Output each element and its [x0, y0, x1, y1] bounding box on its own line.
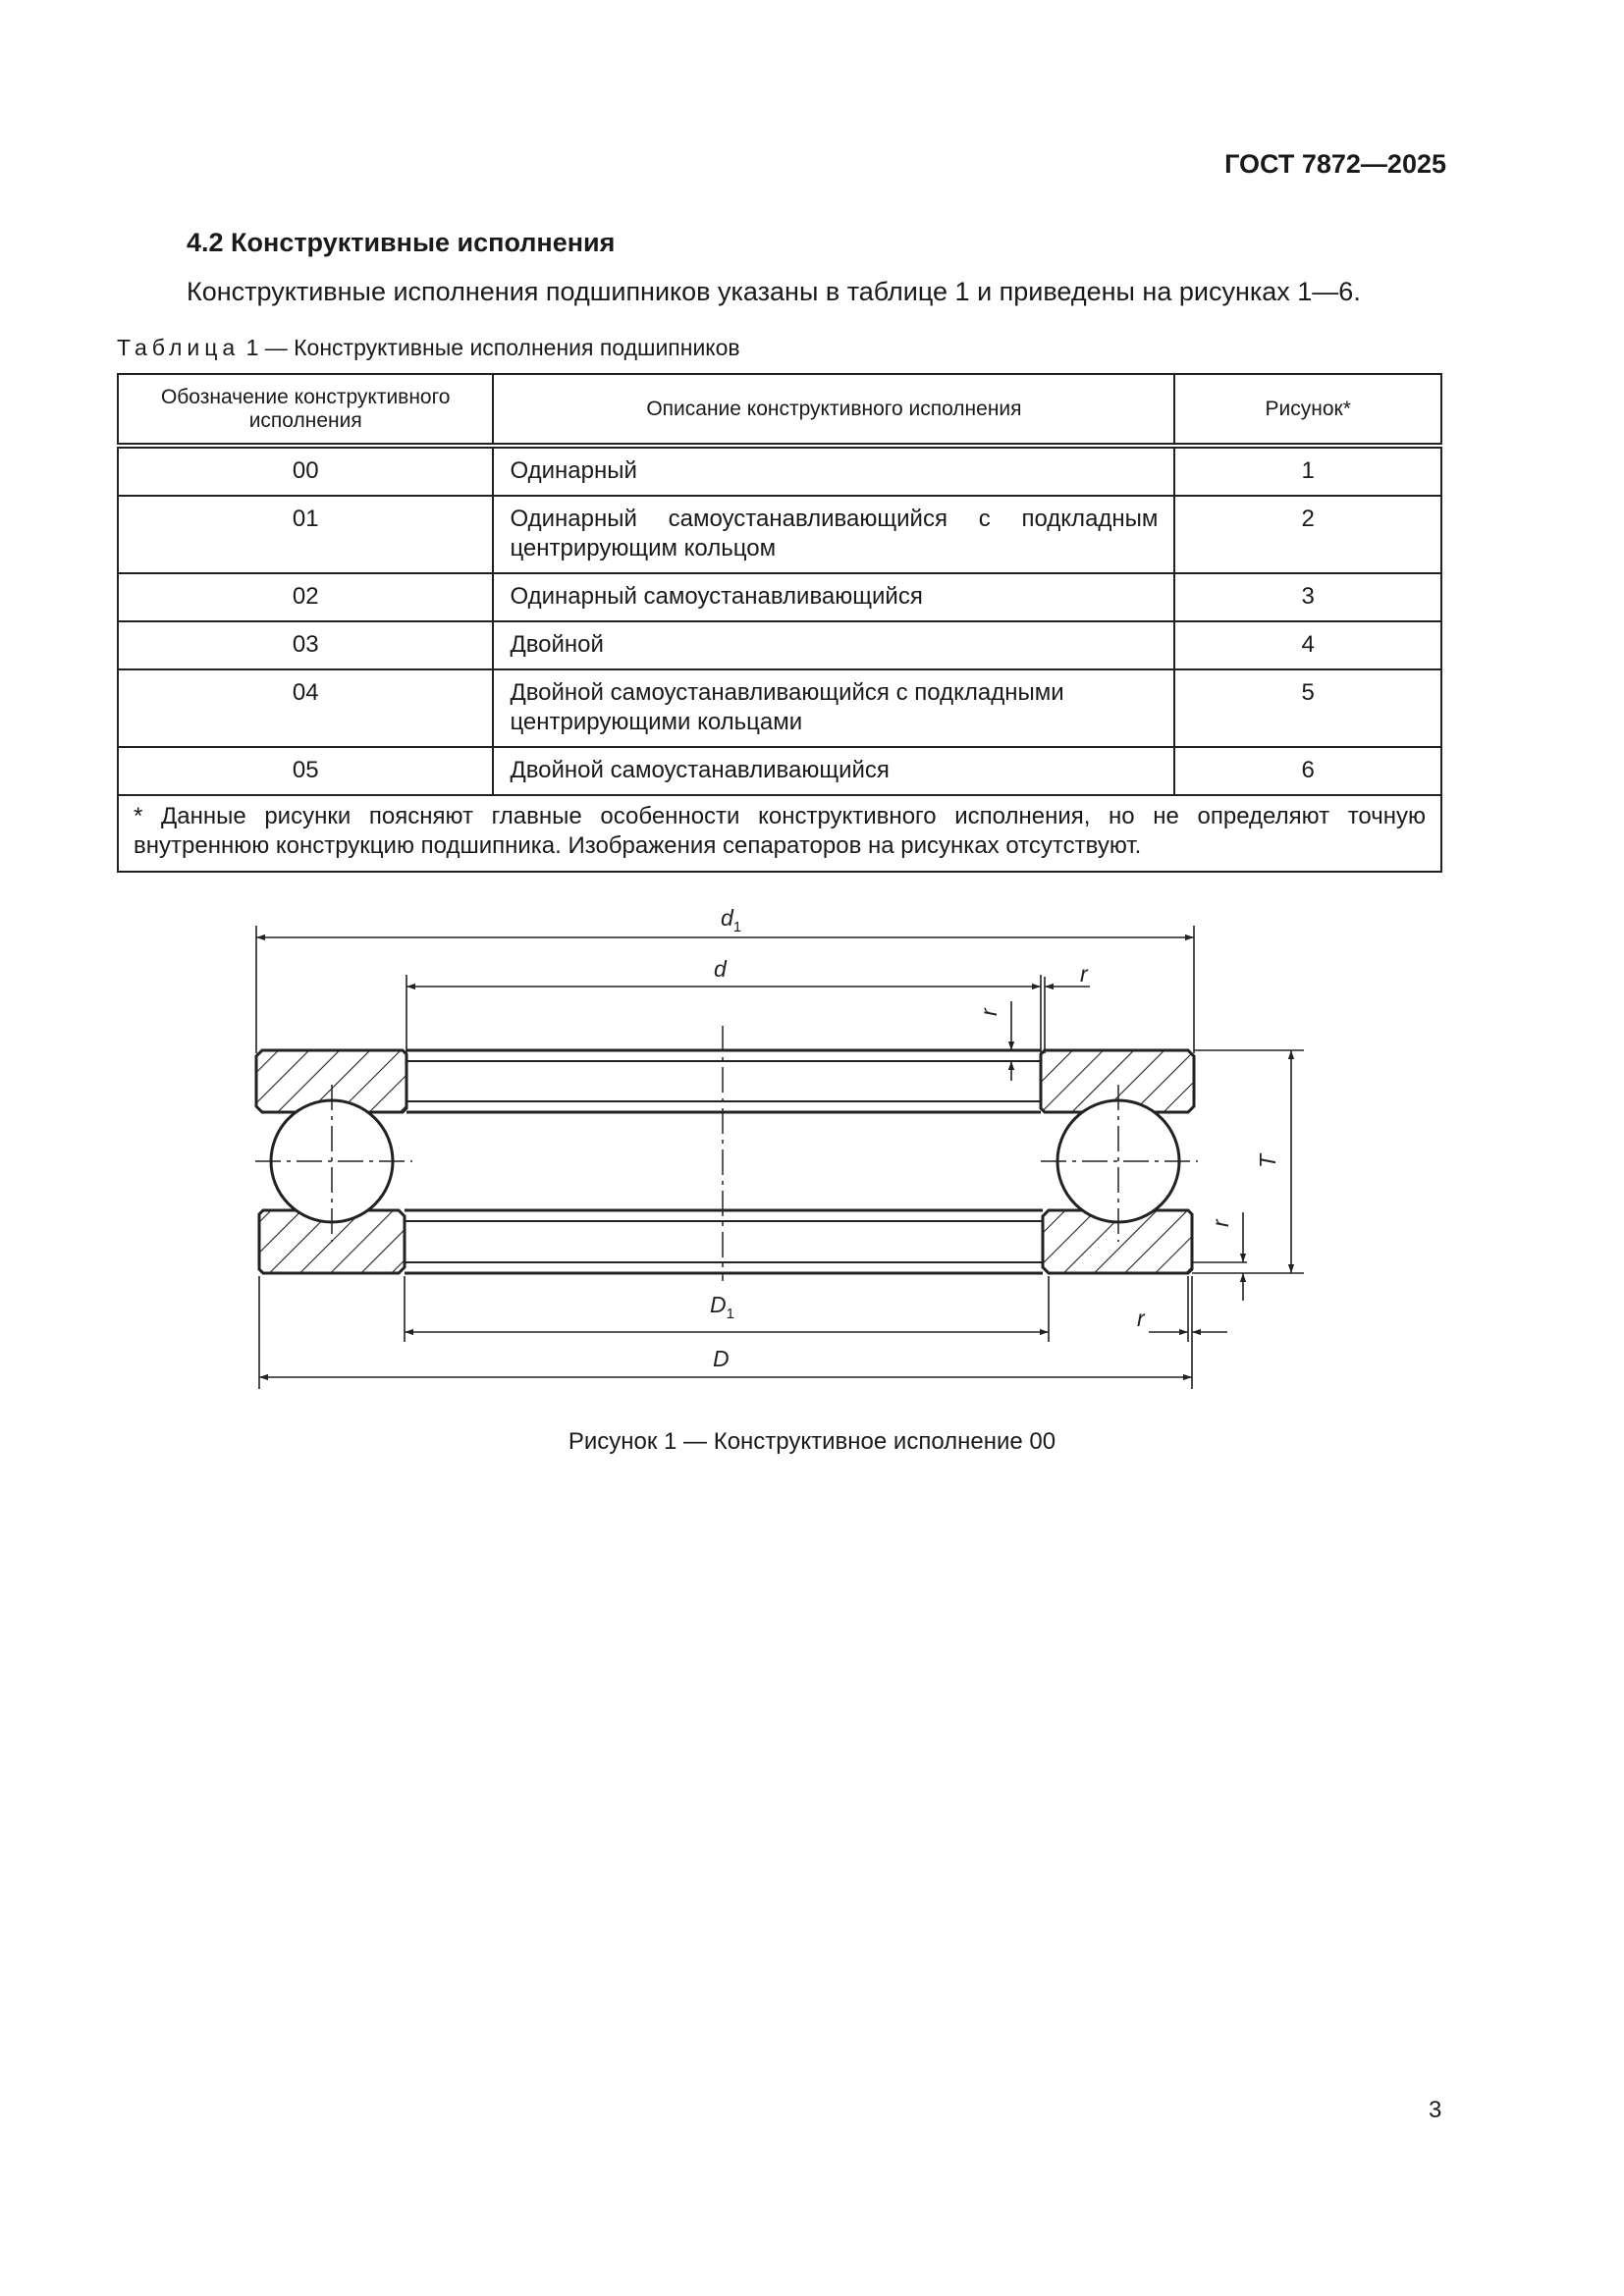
table-caption	[117, 335, 740, 361]
table-caption-label: Таблица	[117, 335, 241, 360]
table-row	[118, 446, 1441, 496]
table-header-row	[118, 374, 1441, 446]
cell-figure: 1	[1174, 446, 1441, 496]
dim-label-r-top: r	[1080, 961, 1088, 987]
cell-figure: 2	[1174, 496, 1441, 573]
page-number: 3	[1429, 2097, 1442, 2123]
cell-code: 05	[118, 747, 493, 795]
table-caption-text: 1 — Конструктивные исполнения подшипников	[245, 335, 740, 360]
table-row	[118, 621, 1441, 669]
dim-label-T: T	[1255, 1153, 1280, 1168]
cell-code: 00	[118, 446, 493, 496]
dim-label-d: d	[714, 956, 727, 982]
document-code: ГОСТ 7872—2025	[1224, 149, 1446, 179]
header-figure: Рисунок*	[1174, 374, 1441, 446]
table-row	[118, 669, 1441, 747]
table-row	[118, 496, 1441, 573]
cell-description: Двойной	[493, 621, 1174, 669]
table-row	[118, 747, 1441, 795]
dim-label-r-bottom: r	[1137, 1306, 1145, 1331]
dim-label-D: D	[713, 1346, 730, 1371]
table-footnote-row	[118, 795, 1441, 872]
cell-description: Двойной самоустанавливающийся с подкладными центрирующими кольцами	[493, 669, 1174, 747]
dim-label-r-right: r	[1208, 1219, 1233, 1227]
cell-code: 02	[118, 573, 493, 621]
cell-figure: 3	[1174, 573, 1441, 621]
cell-description: Одинарный самоустанавливающийся	[493, 573, 1174, 621]
designs-table	[117, 373, 1442, 873]
dim-label-d1: $d_1$	[721, 905, 742, 935]
cell-code: 01	[118, 496, 493, 573]
cell-code: 03	[118, 621, 493, 669]
table-footnote: * Данные рисунки поясняют главные особенности конструктивного исполнения, но не определяют точную внутреннюю конструкцию подшипника. Изображения сепараторов на рисунках отсутствуют.	[118, 795, 1441, 872]
cell-figure: 6	[1174, 747, 1441, 795]
bearing-drawing	[226, 888, 1306, 1399]
cell-figure: 4	[1174, 621, 1441, 669]
header-designation: Обозначение конструктивного исполнения	[118, 374, 493, 446]
cell-code: 04	[118, 669, 493, 747]
cell-description: Одинарный самоустанавливающийся с подкладным центрирующим кольцом	[493, 496, 1174, 573]
cell-figure: 5	[1174, 669, 1441, 747]
section-paragraph: Конструктивные исполнения подшипников указаны в таблице 1 и приведены на рисунках 1—6.	[187, 277, 1361, 306]
cell-description: Одинарный	[493, 446, 1174, 496]
figure-caption: Рисунок 1 — Конструктивное исполнение 00	[568, 1428, 1056, 1455]
cell-description: Двойной самоустанавливающийся	[493, 747, 1174, 795]
section-title: 4.2 Конструктивные исполнения	[187, 228, 616, 257]
table-row	[118, 573, 1441, 621]
header-description: Описание конструктивного исполнения	[493, 374, 1174, 446]
dim-label-D1: $D_1$	[710, 1292, 734, 1322]
dim-label-r-vertical: r	[976, 1008, 1001, 1016]
